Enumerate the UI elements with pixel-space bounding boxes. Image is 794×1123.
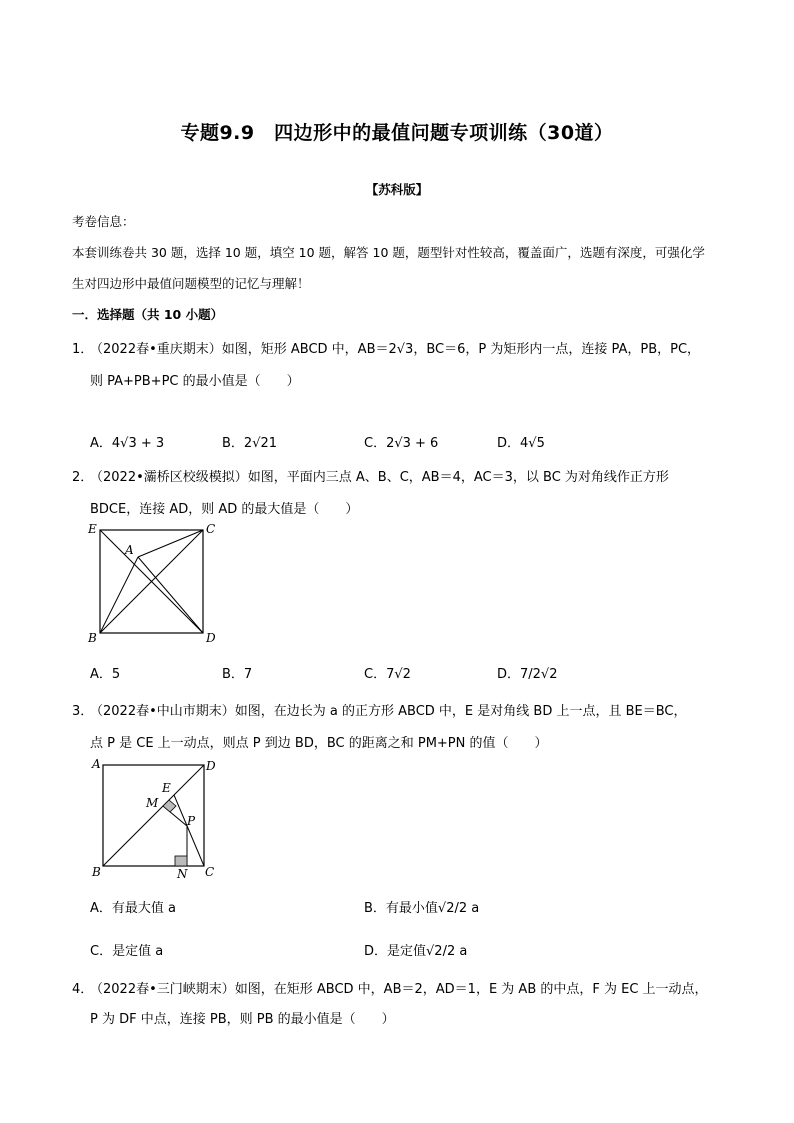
option-d: D．7/2√2 [497,667,558,682]
point-label-b: B [92,865,101,879]
figure-square-abcd [90,756,220,882]
point-label-d: D [206,759,216,773]
point-label-c: C [205,865,215,879]
point-label-a: A [92,757,101,771]
option-b: B．2√21 [222,436,278,451]
right-angle-mark-n [175,856,187,866]
document-title: 专题9.9 四边形中的最值问题专项训练（30道） [180,122,614,144]
info-line-1: 本套训练卷共 30 题，选择 10 题，填空 10 题，解答 10 题，题型针对性较高，覆盖面广，选题有深度，可强化学 [72,245,705,260]
point-label-c: C [206,522,216,536]
option-d: D．是定值√2/2 a [364,944,468,959]
point-label-n: N [177,867,188,881]
segment-ad [138,557,203,633]
point-label-d: D [206,631,216,645]
segment-ce [174,795,204,866]
point-label-a: A [125,543,134,557]
segment-ac [138,530,203,557]
option-a: A．5 [90,667,121,682]
option-a: A．有最大值 a [90,901,176,916]
info-heading: 考卷信息： [72,214,135,229]
point-label-e: E [88,522,97,536]
point-label-e: E [162,781,171,795]
question-number: 3． [72,704,94,719]
question-text-line: P 为 DF 中点，连接 PB，则 PB 的最小值是（ ） [90,1012,395,1027]
option-b: B．7 [222,667,253,682]
right-angle-mark-m [163,800,176,812]
question-text-line: （2022•灞桥区校级模拟）如图，平面内三点 A、B、C，AB＝4，AC＝3，以 BC 为对角线作正方形 [90,470,669,485]
option-c: C．是定值 a [90,944,164,959]
segment-ab [100,557,138,633]
question-text-line: （2022春•三门峡期末）如图，在矩形 ABCD 中，AB＝2，AD＝1，E 为 AB 的中点，F 为 EC 上一动点， [90,982,708,997]
option-b: B．有最小值√2/2 a [364,901,480,916]
question-text-line: BDCE，连接 AD，则 AD 的最大值是（ ） [90,502,359,517]
section-heading: 一．选择题（共 10 小题） [72,307,224,322]
point-label-p: P [187,814,196,828]
option-c: C．7√2 [364,667,411,682]
point-label-m: M [146,796,159,810]
option-d: D．4√5 [497,436,545,451]
question-text-line: 则 PA+PB+PC 的最小值是（ ） [90,374,300,389]
question-number: 1． [72,342,94,357]
edition-label: 【苏科版】 [365,182,429,197]
question-text-line: （2022春•重庆期末）如图，矩形 ABCD 中，AB＝2√3，BC＝6，P 为矩形内一点，连接 PA，PB，PC， [90,342,701,357]
question-text-line: （2022春•中山市期末）如图，在边长为 a 的正方形 ABCD 中，E 是对角线 BD 上一点，且 BE＝BC， [90,704,687,719]
figure-square-bdce [86,520,216,646]
question-number: 4． [72,982,94,997]
option-c: C．2√3 + 6 [364,436,439,451]
question-number: 2． [72,470,94,485]
question-text-line: 点 P 是 CE 上一动点，则点 P 到边 BD，BC 的距离之和 PM+PN 的值（ ） [90,736,548,751]
info-line-2: 生对四边形中最值问题模型的记忆与理解！ [72,276,310,291]
point-label-b: B [88,631,97,645]
option-a: A．4√3 + 3 [90,436,165,451]
